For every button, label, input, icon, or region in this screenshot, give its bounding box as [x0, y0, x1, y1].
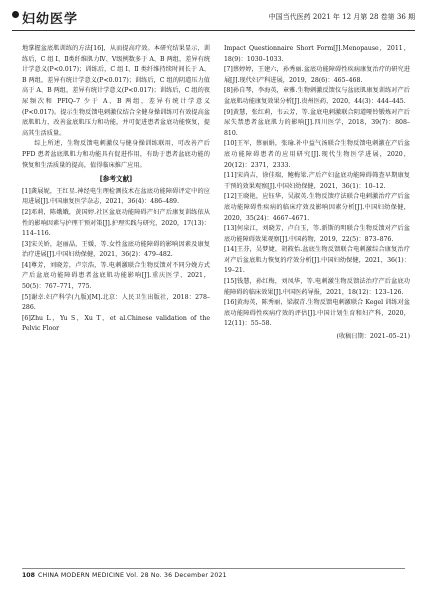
received-date: (收稿日期：2021–05–21): [336, 333, 410, 341]
reference-item: [10]王军，蔡丽娟，张瑜.补中益气汤联合生物反馈电刺激在产后盆底功能障碍患者的应用研究[J].现代生物医学进展，2020，20(12)：2371，2333.: [224, 140, 410, 169]
reference-item: [2]邓莉，陈娥娥，黄国婷.社区盆底功能障碍产妇产后康复训练依从性的影响因素与护理干预对策[J].护理实践与研究，2020，17(13)：114–116.: [22, 208, 210, 238]
reference-item: [1]龚展妮，王红星.神经电生理检测技术在盆底功能障碍评定中的应用进展[J].中国康复医学杂志，2021，36(4)：486–489.: [22, 187, 210, 206]
footer-rule: [22, 568, 405, 569]
reference-item: [15]钱慧，孙红梅，刘凤华，等.电刺激生物反馈法治疗产后盆底功能障碍的临床效果[J].中国医药导报，2021，18(12)：123–126.: [224, 278, 410, 296]
reference-item: [13]何泉江，刘晓芳，卢白玉，等.新斯的明联合生物反馈对产后盆底功能障碍效果观察[J].中国药物，2019，22(5)：873–876.: [224, 225, 410, 243]
reference-item: [7]蔡婷婷，王建六，孙秀丽.盆底功能障碍性疾病康复治疗的研究进展[J].现代妇产科进展，2019，28(6)：465–468.: [224, 66, 410, 84]
reference-item: [16]黄海英，陈秀丽，梁淑青.生物反馈电刺激联合 Kegel 训练对盆底功能障碍性疾病疗效的评估[J].中国计划生育和妇产科，2020，12(11)：55–58.: [224, 299, 410, 328]
page-header: [12, 8, 415, 34]
reference-item: Impact Questionnaire Short Form[J].Menopause，2011，18(9)：1030–1033.: [224, 45, 410, 63]
reference-list-left: [22, 187, 210, 335]
reference-item: [14]王芬，吴梦婕，胡筱怡.盆底生物反馈联合电刺激综合康复治疗对产后盆底肌力恢复的疗效分析[J].中国妇幼保健，2021，36(1)：19–21.: [224, 246, 410, 275]
right-column: [224, 44, 410, 343]
body-paragraph-1: 地掌握盆底肌训练的方法[16]，从而提高疗效。本研究结果显示，训练后，C 组 Ⅰ、Ⅱ类纤维肌力Ⅳ、Ⅴ级例数多于 A、B 两组，差异有统计学意义(P<0.017)；训练后，C 组 Ⅰ、Ⅱ 类纤维持续时间长于 A、B 两组，差异有统计学意义(P<0.017)；训练后，C 组的阴道压力值高于 A、B 两组，差异有统计学意义(P<0.017)；训练后，C 组的夜尿频次和 PFIQ–7 少于 A、B 两组，差异有统计学意义(P<0.017)。提示生物反馈电刺激仪结合全健身操训练可有效提高盆底肌肌力，改善盆底肌压力和功能，并可促进患者盆底功能恢复，提高其生活质量。: [22, 45, 210, 137]
reference-item: [8]孙自琴，李海英，章雅.生物刺激反馈仪与盆底肌康复训练对产后盆底肌功能康复效果分析[J].贵州医药，2020，44(3)：444–445.: [224, 87, 410, 105]
references-title: [参考文献]: [99, 175, 133, 184]
section-title: 妇幼医学: [22, 12, 79, 27]
journal-info: 中国当代医药 2021 年 12 月第 28 卷第 36 期: [268, 13, 415, 21]
reference-item: [4]尊芳，刘晓芳，卢宗浩，等.电刺激联合生物反馈对不同分娩方式产后盆底功能障碍患者盆底肌功能影响[J].重庆医学，2021，50(5)：767–771，775.: [22, 261, 210, 291]
reference-item: [11]宋尚吉，徐佳瑞，鲍梅梁.产后产妇盆底功能障碍筛查早期康复干预的效果观察[J].中国妇幼保健，2021，36(1)：10–12.: [224, 172, 410, 190]
reference-item: [12]王晓艳，应钰华，吴淑英.生物反馈疗法联合电刺激治疗产后盆底功能障碍性疾病的临床疗效及影响因素分析[J].中国妇幼保健，2020，35(24)：4667–4671.: [224, 193, 410, 222]
page-footer: [22, 572, 405, 584]
body-paragraph-2: 综上所述，生物反馈电刺激仪与健身操训练联用，可改善产后 PFD 患者盆底肌肌力和功能具有促进作用，有助于患者盆底功能的恢复和生活质量的提高，值得临床推广应用。: [22, 140, 210, 169]
reference-item: [6]Zhu L，Yu S，Xu T，et al.Chinese validation of the Pelvic Floor: [22, 314, 210, 333]
left-column: [22, 44, 210, 335]
reference-item: [3]宋关娇，赵丽晶，王媛，等.女性盆底功能障碍的影响因素及康复治疗进展[J].中国妇幼保健，2021，36(2)：479–482.: [22, 240, 210, 259]
page-number: 108: [22, 572, 35, 579]
section-bullet-icon: [12, 11, 19, 18]
reference-item: [5]谢幸.妇产科学(九版)[M].北京：人民卫生出版社，2018：278–286.: [22, 293, 210, 312]
reference-list-right: [224, 44, 410, 330]
footer-journal-line: CHINA MODERN MEDICINE Vol. 28 No. 36 December 2021: [38, 572, 227, 579]
reference-item: [9]黄慧，张红莉，韦云芳，等.盆底电刺激联合阴道哑铃锻炼对产后尿失禁患者盆底肌力的影响[J].四川医学，2018，39(7)：808–810.: [224, 108, 410, 137]
header-rule: [12, 30, 415, 31]
